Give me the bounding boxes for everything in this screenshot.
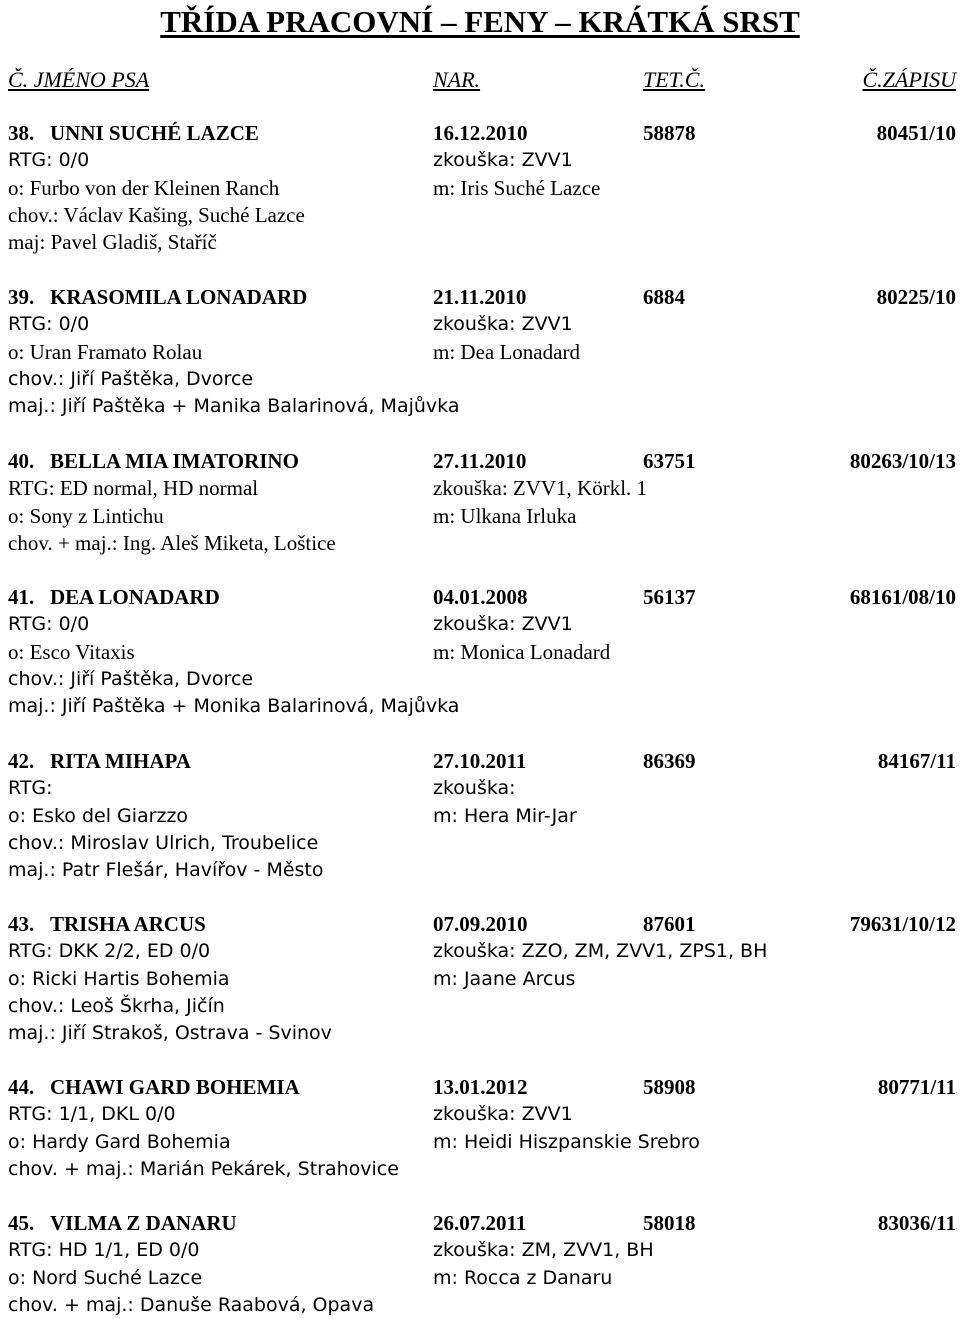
exam-result: zkouška: ZVV1, Körkl. 1 bbox=[433, 476, 648, 501]
birth-date: 21.11.2010 bbox=[433, 285, 527, 309]
father: o: Furbo von der Kleinen Ranch bbox=[8, 175, 280, 200]
dog-name: KRASOMILA LONADARD bbox=[50, 285, 308, 309]
header-birth: NAR. bbox=[433, 67, 481, 92]
rtg-result: RTG: 1/1, DKL 0/0 bbox=[8, 1103, 176, 1126]
exam-result: zkouška: ZVV1 bbox=[433, 313, 573, 336]
registry-number: 79631/10/12 bbox=[849, 912, 956, 936]
page-title: TŘÍDA PRACOVNÍ – FENY – KRÁTKÁ SRST bbox=[160, 4, 800, 39]
tattoo-number: 87601 bbox=[643, 912, 696, 936]
father: o: Sony z Lintichu bbox=[8, 503, 164, 528]
dog-entry bbox=[0, 284, 960, 420]
tattoo-number: 56137 bbox=[643, 585, 696, 609]
birth-date: 26.07.2011 bbox=[433, 1211, 527, 1235]
breeder: chov.: Jiří Paštěka, Dvorce bbox=[8, 667, 254, 690]
dog-entry bbox=[0, 911, 960, 1047]
exam-result: zkouška: ZM, ZVV1, BH bbox=[433, 1239, 654, 1262]
mother: m: Heidi Hiszpanskie Srebro bbox=[433, 1130, 700, 1153]
rtg-result: RTG: 0/0 bbox=[8, 613, 90, 636]
dog-entry bbox=[0, 120, 960, 256]
rtg-result: RTG: 0/0 bbox=[8, 149, 90, 172]
dog-entry bbox=[0, 1210, 960, 1319]
father: o: Esko del Giarzzo bbox=[8, 804, 189, 827]
birth-date: 13.01.2012 bbox=[433, 1075, 528, 1099]
breeder: chov.: Miroslav Ulrich, Troubelice bbox=[8, 831, 319, 854]
rtg-result: RTG: DKK 2/2, ED 0/0 bbox=[8, 940, 211, 963]
dog-entry bbox=[0, 448, 960, 557]
exam-result: zkouška: ZVV1 bbox=[433, 149, 573, 172]
registry-number: 80771/11 bbox=[877, 1075, 956, 1099]
breeder: chov.: Leoš Škrha, Jičín bbox=[8, 994, 225, 1017]
exam-result: zkouška: ZVV1 bbox=[433, 613, 573, 636]
rtg-result: RTG: ED normal, HD normal bbox=[8, 476, 259, 501]
birth-date: 27.11.2010 bbox=[433, 449, 527, 473]
mother: m: Jaane Arcus bbox=[433, 967, 576, 990]
mother: m: Dea Lonadard bbox=[433, 339, 580, 364]
tattoo-number: 58878 bbox=[643, 121, 696, 145]
dog-entry bbox=[0, 584, 960, 720]
rtg-result: RTG: HD 1/1, ED 0/0 bbox=[8, 1239, 200, 1262]
owner: maj: Pavel Gladiš, Staříč bbox=[8, 230, 217, 255]
dog-entry bbox=[0, 1074, 960, 1183]
entry-number: 43. bbox=[8, 912, 35, 936]
exam-result: zkouška: ZVV1 bbox=[433, 1103, 573, 1126]
tattoo-number: 6884 bbox=[643, 285, 685, 309]
header-tattoo: TET.Č. bbox=[643, 67, 705, 92]
dog-name: RITA MIHAPA bbox=[50, 749, 191, 773]
entry-number: 41. bbox=[8, 585, 35, 609]
breeder-owner: chov. + maj.: Ing. Aleš Miketa, Loštice bbox=[8, 530, 336, 555]
dog-name: UNNI SUCHÉ LAZCE bbox=[50, 121, 259, 145]
birth-date: 16.12.2010 bbox=[433, 121, 528, 145]
tattoo-number: 58908 bbox=[643, 1075, 696, 1099]
owner: maj.: Jiří Strakoš, Ostrava - Svinov bbox=[8, 1022, 332, 1045]
owner: maj.: Patr Flešár, Havířov - Město bbox=[8, 859, 324, 882]
entry-number: 39. bbox=[8, 285, 35, 309]
father: o: Uran Framato Rolau bbox=[8, 339, 203, 364]
dog-entry bbox=[0, 748, 960, 884]
exam-result: zkouška: bbox=[433, 777, 516, 800]
tattoo-number: 58018 bbox=[643, 1211, 696, 1235]
owner: maj.: Jiří Paštěka + Monika Balarinová, Majůvka bbox=[8, 695, 460, 718]
breeder-owner: chov. + maj.: Marián Pekárek, Strahovice bbox=[8, 1157, 399, 1180]
mother: m: Iris Suché Lazce bbox=[433, 175, 601, 200]
entry-number: 44. bbox=[8, 1075, 35, 1099]
registry-number: 80225/10 bbox=[876, 285, 956, 309]
rtg-result: RTG: bbox=[8, 777, 53, 800]
birth-date: 04.01.2008 bbox=[433, 585, 528, 609]
registry-number: 80263/10/13 bbox=[849, 449, 956, 473]
breeder: chov.: Václav Kašing, Suché Lazce bbox=[8, 202, 305, 227]
registry-number: 84167/11 bbox=[877, 749, 956, 773]
registry-number: 80451/10 bbox=[876, 121, 956, 145]
mother: m: Hera Mir-Jar bbox=[433, 804, 577, 827]
tattoo-number: 63751 bbox=[643, 449, 696, 473]
father: o: Nord Suché Lazce bbox=[8, 1266, 203, 1289]
father: o: Esco Vitaxis bbox=[8, 639, 135, 664]
entry-number: 42. bbox=[8, 749, 35, 773]
father: o: Hardy Gard Bohemia bbox=[8, 1130, 231, 1153]
breeder: chov.: Jiří Paštěka, Dvorce bbox=[8, 367, 254, 390]
entry-number: 38. bbox=[8, 121, 35, 145]
breeder-owner: chov. + maj.: Danuše Raabová, Opava bbox=[8, 1293, 375, 1316]
birth-date: 27.10.2011 bbox=[433, 749, 527, 773]
header-number-name: Č. JMÉNO PSA bbox=[8, 67, 150, 92]
mother: m: Monica Lonadard bbox=[433, 639, 611, 664]
exam-result: zkouška: ZZO, ZM, ZVV1, ZPS1, BH bbox=[433, 940, 768, 963]
birth-date: 07.09.2010 bbox=[433, 912, 528, 936]
registry-number: 83036/11 bbox=[877, 1211, 956, 1235]
rtg-result: RTG: 0/0 bbox=[8, 313, 90, 336]
dog-name: CHAWI GARD BOHEMIA bbox=[50, 1075, 300, 1099]
registry-number: 68161/08/10 bbox=[849, 585, 956, 609]
entry-number: 40. bbox=[8, 449, 35, 473]
dog-name: TRISHA ARCUS bbox=[50, 912, 206, 936]
father: o: Ricki Hartis Bohemia bbox=[8, 967, 230, 990]
dog-name: DEA LONADARD bbox=[50, 585, 220, 609]
dog-name: BELLA MIA IMATORINO bbox=[50, 449, 299, 473]
mother: m: Ulkana Irluka bbox=[433, 503, 577, 528]
tattoo-number: 86369 bbox=[643, 749, 696, 773]
owner: maj.: Jiří Paštěka + Manika Balarinová, Majůvka bbox=[8, 395, 460, 418]
mother: m: Rocca z Danaru bbox=[433, 1266, 613, 1289]
dog-name: VILMA Z DANARU bbox=[50, 1211, 237, 1235]
header-registry: Č.ZÁPISU bbox=[862, 67, 956, 92]
entry-number: 45. bbox=[8, 1211, 35, 1235]
